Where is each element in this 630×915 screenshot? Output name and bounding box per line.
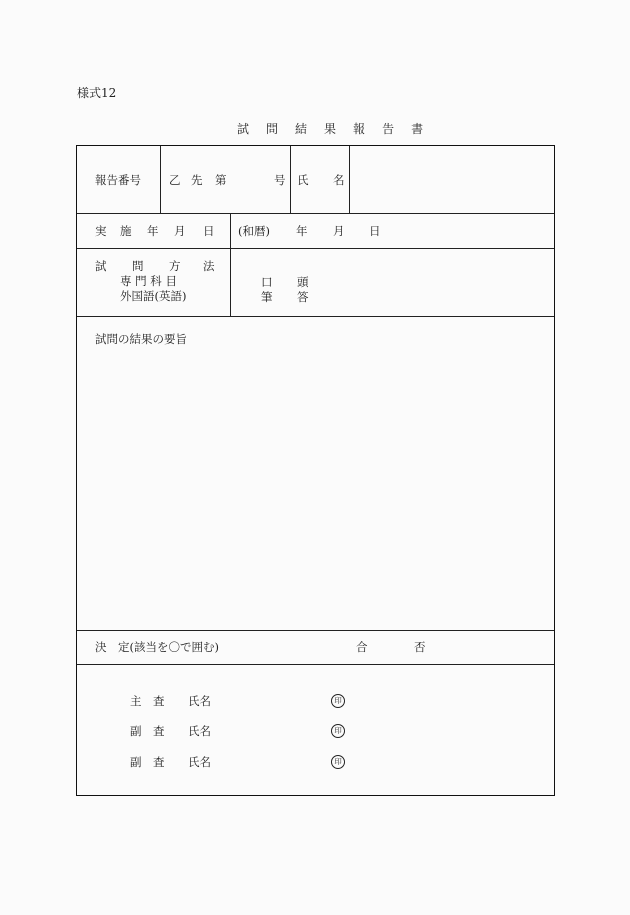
- col-divider-number: [290, 146, 291, 213]
- method-label-4: 法: [203, 259, 215, 273]
- specialty-subject-label: 専 門 科 目: [120, 274, 177, 288]
- method-label-2: 問: [132, 259, 144, 273]
- date-label-day: 日: [203, 224, 215, 238]
- col-divider-date: [230, 213, 231, 316]
- seal-icon: 印: [331, 724, 345, 738]
- report-number-label: 報告番号: [95, 173, 141, 187]
- examiner-name-field[interactable]: [212, 718, 327, 742]
- method-label-1: 試: [95, 259, 107, 273]
- decision-label: 決 定(該当を〇で囲む): [95, 640, 219, 654]
- examiner-role: 主 査: [130, 694, 165, 708]
- report-form: [76, 145, 555, 796]
- examiner-name-field[interactable]: [212, 749, 327, 773]
- row-divider-3: [77, 316, 554, 317]
- summary-label: 試問の結果の要旨: [95, 332, 187, 346]
- method-label-3: 方: [169, 259, 181, 273]
- examiner-name-label: 氏名: [188, 724, 211, 738]
- date-label-month: 月: [174, 224, 186, 238]
- era-label: (和暦): [238, 224, 270, 238]
- fail-option[interactable]: 否: [414, 640, 426, 654]
- row-divider-4: [77, 630, 554, 631]
- otsu-text: 乙: [169, 173, 181, 187]
- row-divider-1: [77, 213, 554, 214]
- oral-label-1: 口: [261, 275, 273, 289]
- seal-icon: 印: [331, 755, 345, 769]
- month-field-label: 月: [333, 224, 345, 238]
- day-field-label: 日: [369, 224, 381, 238]
- date-label-year: 年: [147, 224, 159, 238]
- name-label-2: 名: [333, 173, 345, 187]
- col-divider-name: [349, 146, 350, 213]
- col-divider-report-no: [160, 146, 161, 213]
- go-text: 号: [274, 173, 286, 187]
- oral-label-2: 頭: [297, 275, 309, 289]
- summary-text-area[interactable]: [87, 354, 542, 622]
- row-divider-5: [77, 664, 554, 665]
- year-field-label: 年: [296, 224, 308, 238]
- written-label-2: 答: [297, 290, 309, 304]
- row-divider-2: [77, 248, 554, 249]
- dai-text: 第: [215, 173, 227, 187]
- examiner-name-label: 氏名: [188, 694, 211, 708]
- examiner-name-label: 氏名: [188, 755, 211, 769]
- page-title: 試 問 結 果 報 告 書: [237, 122, 430, 136]
- written-label-1: 筆: [261, 290, 273, 304]
- examiner-name-field[interactable]: [212, 688, 327, 712]
- examiner-role: 副 査: [130, 755, 165, 769]
- foreign-language-label: 外国語(英語): [120, 289, 187, 303]
- date-label-1: 実: [95, 224, 107, 238]
- report-number-field[interactable]: [237, 156, 272, 206]
- name-field[interactable]: [357, 156, 547, 206]
- form-number: 様式12: [77, 86, 117, 100]
- date-label-2: 施: [120, 224, 132, 238]
- pass-option[interactable]: 合: [356, 640, 368, 654]
- name-label-1: 氏: [297, 173, 309, 187]
- examiner-role: 副 査: [130, 724, 165, 738]
- date-field[interactable]: [257, 218, 382, 244]
- saki-text: 先: [191, 173, 203, 187]
- seal-icon: 印: [331, 694, 345, 708]
